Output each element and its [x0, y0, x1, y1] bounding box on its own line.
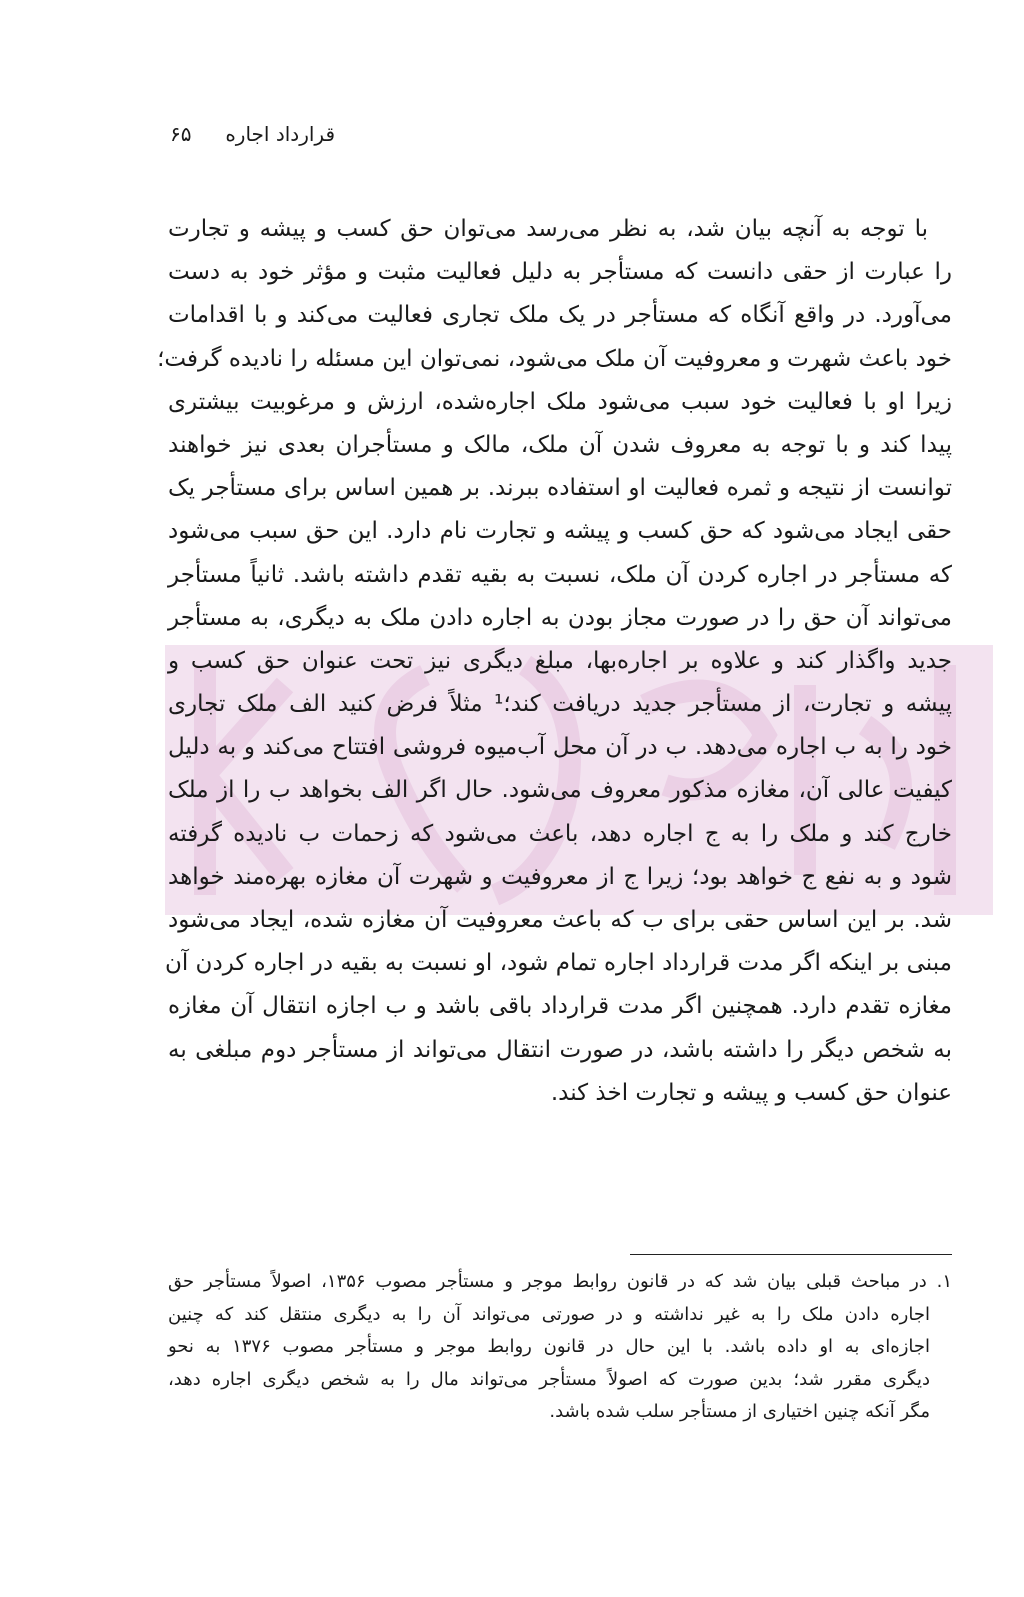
- text-line: خود باعث شهرت و معروفیت آن ملک می‌شود، نمی‌توان این مسئله را نادیده گرفت؛: [157, 345, 952, 372]
- page-number: ۶۵: [170, 122, 192, 146]
- text-line: مغازه تقدم دارد. همچنین اگر مدت قرارداد باقی باشد و ب اجازه انتقال آن مغازه: [168, 993, 952, 1020]
- text-line: زیرا او با فعالیت خود سبب می‌شود ملک اجاره‌شده، ارزش و مرغوبیت بیشتری: [168, 388, 952, 415]
- chapter-title: قرارداد اجاره: [225, 122, 335, 146]
- footnote-line: اجاره دادن ملک را به غیر نداشته و در صورتی می‌تواند آن را به دیگری منتقل کند که چنین: [168, 1303, 930, 1325]
- footnote-line: مگر آنکه چنین اختیاری از مستأجر سلب شده باشد.: [549, 1401, 930, 1422]
- text-line: توانست از نتیجه و ثمره فعالیت او استفاده ببرند. بر همین اساس برای مستأجر یک: [168, 475, 952, 502]
- text-line: به شخص دیگر را داشته باشد، در صورت انتقال می‌تواند از مستأجر دوم مبلغی به: [168, 1036, 952, 1063]
- text-line: جدید واگذار کند و علاوه بر اجاره‌بها، مبلغ دیگری نیز تحت عنوان حق کسب و: [168, 647, 952, 674]
- text-line: مبنی بر اینکه اگر مدت قرارداد اجاره تمام شود، او نسبت به بقیه در اجاره کردن آن: [164, 950, 952, 977]
- text-line: پیشه و تجارت، از مستأجر جدید دریافت کند؛¹ مثلاً فرض کنید الف ملک تجاری: [168, 691, 952, 718]
- text-line: خود را به ب اجاره می‌دهد. ب در آن محل آب‌میوه فروشی افتتاح می‌کند و به دلیل: [168, 734, 952, 761]
- footnote-divider: [630, 1254, 952, 1255]
- text-line: می‌آورد. در واقع آنگاه که مستأجر در یک ملک تجاری فعالیت می‌کند و با اقدامات: [168, 302, 952, 329]
- text-line: پیدا کند و با توجه به معروف شدن آن ملک، مالک و مستأجران بعدی نیز خواهند: [168, 431, 952, 458]
- footnote: [168, 1266, 952, 1429]
- footnote-line: دیگری مقرر شد؛ بدین صورت که اصولاً مستأجر می‌تواند مال را به شخص دیگری اجاره دهد،: [168, 1368, 930, 1390]
- text-line: حقی ایجاد می‌شود که حق کسب و پیشه و تجارت نام دارد. این حق سبب می‌شود: [168, 518, 952, 545]
- text-line: عنوان حق کسب و پیشه و تجارت اخذ کند.: [550, 1079, 952, 1106]
- body-text: [157, 208, 952, 1115]
- text-line: شود و به نفع ج خواهد بود؛ زیرا ج از معروفیت و شهرت آن مغازه بهره‌مند خواهد: [168, 863, 952, 890]
- text-line: کیفیت عالی آن، مغازه مذکور معروف می‌شود. حال اگر الف بخواهد ب را از ملک: [168, 777, 952, 804]
- text-line: شد. بر این اساس حقی برای ب که باعث معروفیت آن مغازه شده، ایجاد می‌شود: [168, 907, 952, 933]
- footnote-line: اجازه‌ای به او داده باشد. با این حال در قانون روابط موجر و مستأجر مصوب ۱۳۷۶ به نحو: [168, 1336, 930, 1357]
- text-line: را عبارت از حقی دانست که مستأجر به دلیل فعالیت مثبت و مؤثر خود به دست: [168, 259, 952, 286]
- text-line: می‌تواند آن حق را در صورت مجاز بودن به اجاره دادن ملک به دیگری، به مستأجر: [168, 604, 952, 631]
- text-line: خارج کند و ملک را به ج اجاره دهد، باعث می‌شود که زحمات ب نادیده گرفته: [168, 820, 952, 847]
- footnote-line: ۱. در مباحث قبلی بیان شد که در قانون روابط موجر و مستأجر مصوب ۱۳۵۶، اصولاً مستأجر حق: [168, 1271, 953, 1292]
- text-line: با توجه به آنچه بیان شد، به نظر می‌رسد می‌توان حق کسب و پیشه و تجارت: [168, 216, 928, 242]
- text-line: که مستأجر در اجاره کردن آن ملک، نسبت به بقیه تقدم داشته باشد. ثانیاً مستأجر: [168, 561, 952, 588]
